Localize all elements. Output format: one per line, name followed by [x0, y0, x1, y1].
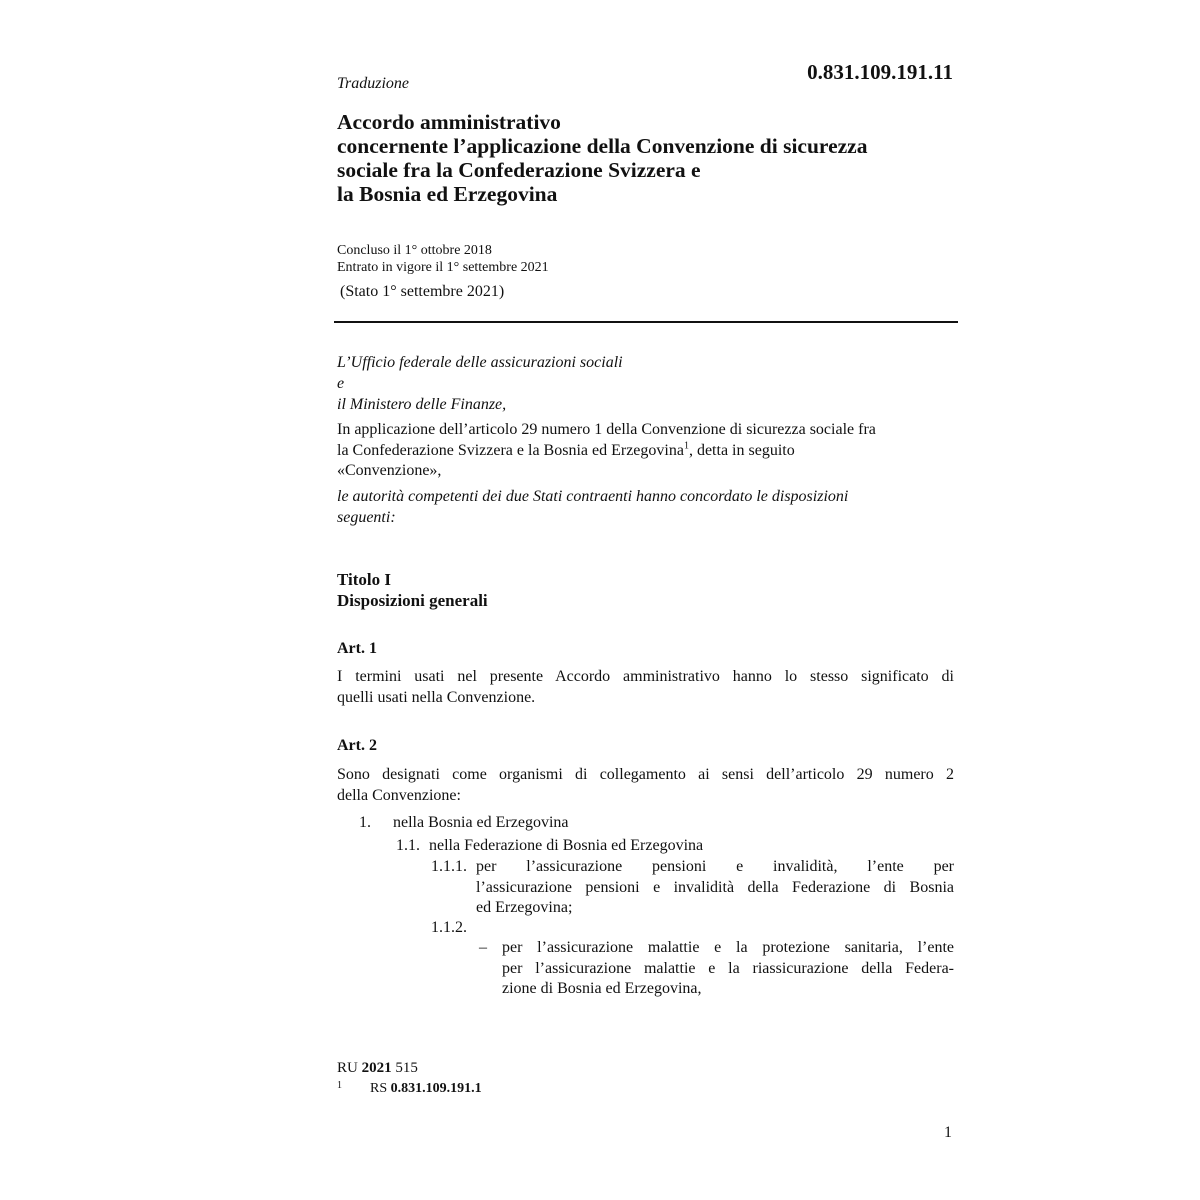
list-dash: –: [479, 939, 487, 956]
party-1: L’Ufficio federale delle assicurazioni sociali: [337, 354, 623, 371]
status-date: (Stato 1° settembre 2021): [340, 283, 505, 300]
footnote-text: [370, 1080, 482, 1098]
footnote-reference-number: 0.831.109.191.1: [390, 1081, 482, 1096]
text-line: «Convenzione»,: [337, 462, 442, 479]
footnote-number: 1: [337, 1080, 342, 1091]
text-line: per l’assicurazione pensioni e invalidità, l’ente per: [476, 858, 954, 875]
list-number: 1.: [359, 814, 371, 831]
list-number: 1.1.1.: [431, 858, 467, 875]
article-1-heading: Art. 1: [337, 640, 377, 657]
list-item-text: [476, 857, 954, 919]
text-line: Sono designati come organismi di collegamento ai sensi dell’articolo 29 numero 2: [337, 766, 954, 783]
agreement-paragraph: [337, 487, 954, 528]
title-line: la Bosnia ed Erzegovina: [337, 182, 558, 206]
text-line: In applicazione dell’articolo 29 numero 1 della Convenzione di sicurezza sociale fra: [337, 421, 876, 438]
list-number: 1.1.2.: [431, 919, 467, 936]
list-item-text: [502, 938, 954, 1000]
text-line: le autorità competenti dei due Stati contraenti hanno concordato le disposizioni: [337, 488, 849, 505]
document-title: [337, 110, 957, 206]
section-title: [337, 569, 488, 611]
text-line: per l’assicurazione malattie e la protezione sanitaria, l’ente: [502, 939, 954, 956]
text-segment: , detta in seguito: [688, 441, 795, 459]
ru-page: 515: [395, 1060, 418, 1076]
document-number: 0.831.109.191.11: [807, 60, 953, 84]
divider: [334, 321, 958, 323]
section-name: Disposizioni generali: [337, 591, 488, 610]
text-line: per l’assicurazione malattie e la riassicurazione della Federa-: [502, 959, 954, 977]
party-2: il Ministero delle Finanze,: [337, 396, 507, 413]
text-line: della Convenzione:: [337, 786, 461, 804]
footnote-prefix: RS: [370, 1081, 388, 1096]
list-item-text: nella Bosnia ed Erzegovina: [393, 814, 569, 831]
text-line: l’assicurazione pensioni e invalidità della Federazione di Bosnia: [476, 878, 954, 896]
title-line: concernente l’applicazione della Convenzione di sicurezza: [337, 134, 868, 158]
section-number: Titolo I: [337, 570, 392, 589]
title-line: Accordo amministrativo: [337, 110, 561, 134]
text-line: zione di Bosnia ed Erzegovina,: [502, 980, 702, 997]
in-force-date: Entrato in vigore il 1° settembre 2021: [337, 260, 549, 275]
article-1-text: [337, 667, 954, 708]
text-line: ed Erzegovina;: [476, 899, 573, 916]
text-line: I termini usati nel presente Accordo amministrativo hanno lo stesso significato di: [337, 668, 954, 685]
conjunction: e: [337, 375, 345, 392]
application-paragraph: [337, 420, 954, 482]
ru-year: 2021: [361, 1060, 392, 1076]
list-number: 1.1.: [396, 837, 420, 854]
text-line: seguenti:: [337, 508, 396, 526]
ru-prefix: RU: [337, 1060, 358, 1076]
article-2-intro: [337, 765, 954, 806]
concluded-date: Concluso il 1° ottobre 2018: [337, 243, 492, 258]
text-segment: la Confederazione Svizzera e la Bosnia ed Erzegovina: [337, 441, 684, 459]
translation-label: Traduzione: [337, 75, 410, 92]
list-item-text: nella Federazione di Bosnia ed Erzegovina: [429, 837, 704, 854]
footnote-reference[interactable]: 1: [683, 440, 689, 452]
article-2-heading: Art. 2: [337, 737, 377, 754]
official-compilation-ref: [337, 1059, 418, 1077]
page-number: 1: [944, 1124, 952, 1141]
text-line: quelli usati nella Convenzione.: [337, 688, 536, 706]
title-line: sociale fra la Confederazione Svizzera e: [337, 158, 701, 182]
text-line: [337, 441, 954, 462]
